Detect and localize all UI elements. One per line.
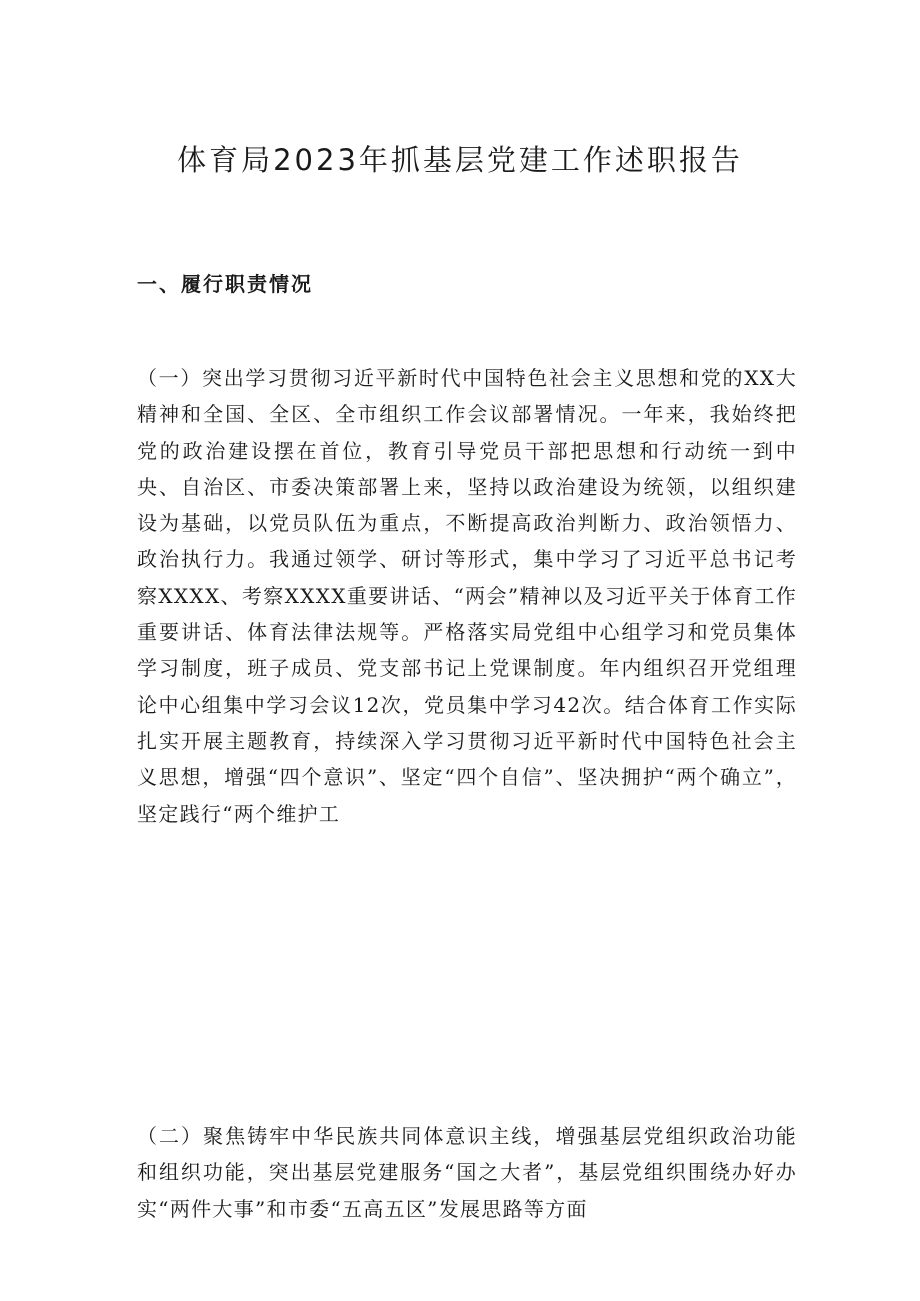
paragraph-2: （二）聚焦铸牢中华民族共同体意识主线，增强基层党组织政治功能和组织功能，突出基层党建服务“国之大者”，基层党组织围绕办好办实“两件大事”和市委“五高五区”发展思路等方面 [137,1124,797,1221]
section-heading: 一、履行职责情况 [137,272,313,296]
paragraph-1: （一）突出学习贯彻习近平新时代中国特色社会主义思想和党的XX大精神和全国、全区、全市组织工作会议部署情况。一年来，我始终把党的政治建设摆在首位，教育引导党员干部把思想和行动统一到中央、自治区、市委决策部署上来，坚持以政治建设为统领，以组织建设为基础，以党员队伍为重点，不断提高政治判断力、政治领悟力、政治执行力。我通过领学、研讨等形式，集中学习了习近平总书记考察XXXX、考察XXXX重要讲话、“两会”精神以及习近平关于体育工作重要讲话、体育法律法规等。严格落实局党组中心组学习和党员集体学习制度，班子成员、党支部书记上党课制度。年内组织召开党组理论中心组集中学习会议12次，党员集中学习42次。结合体育工作实际扎实开展主题教育，持续深入学习贯彻习近平新时代中国特色社会主义思想，增强“四个意识”、坚定“四个自信”、坚决拥护“两个确立”，坚定践行“两个维护工 [137,366,797,826]
document-title: 体育局2023年抓基层党建工作述职报告 [177,143,743,177]
